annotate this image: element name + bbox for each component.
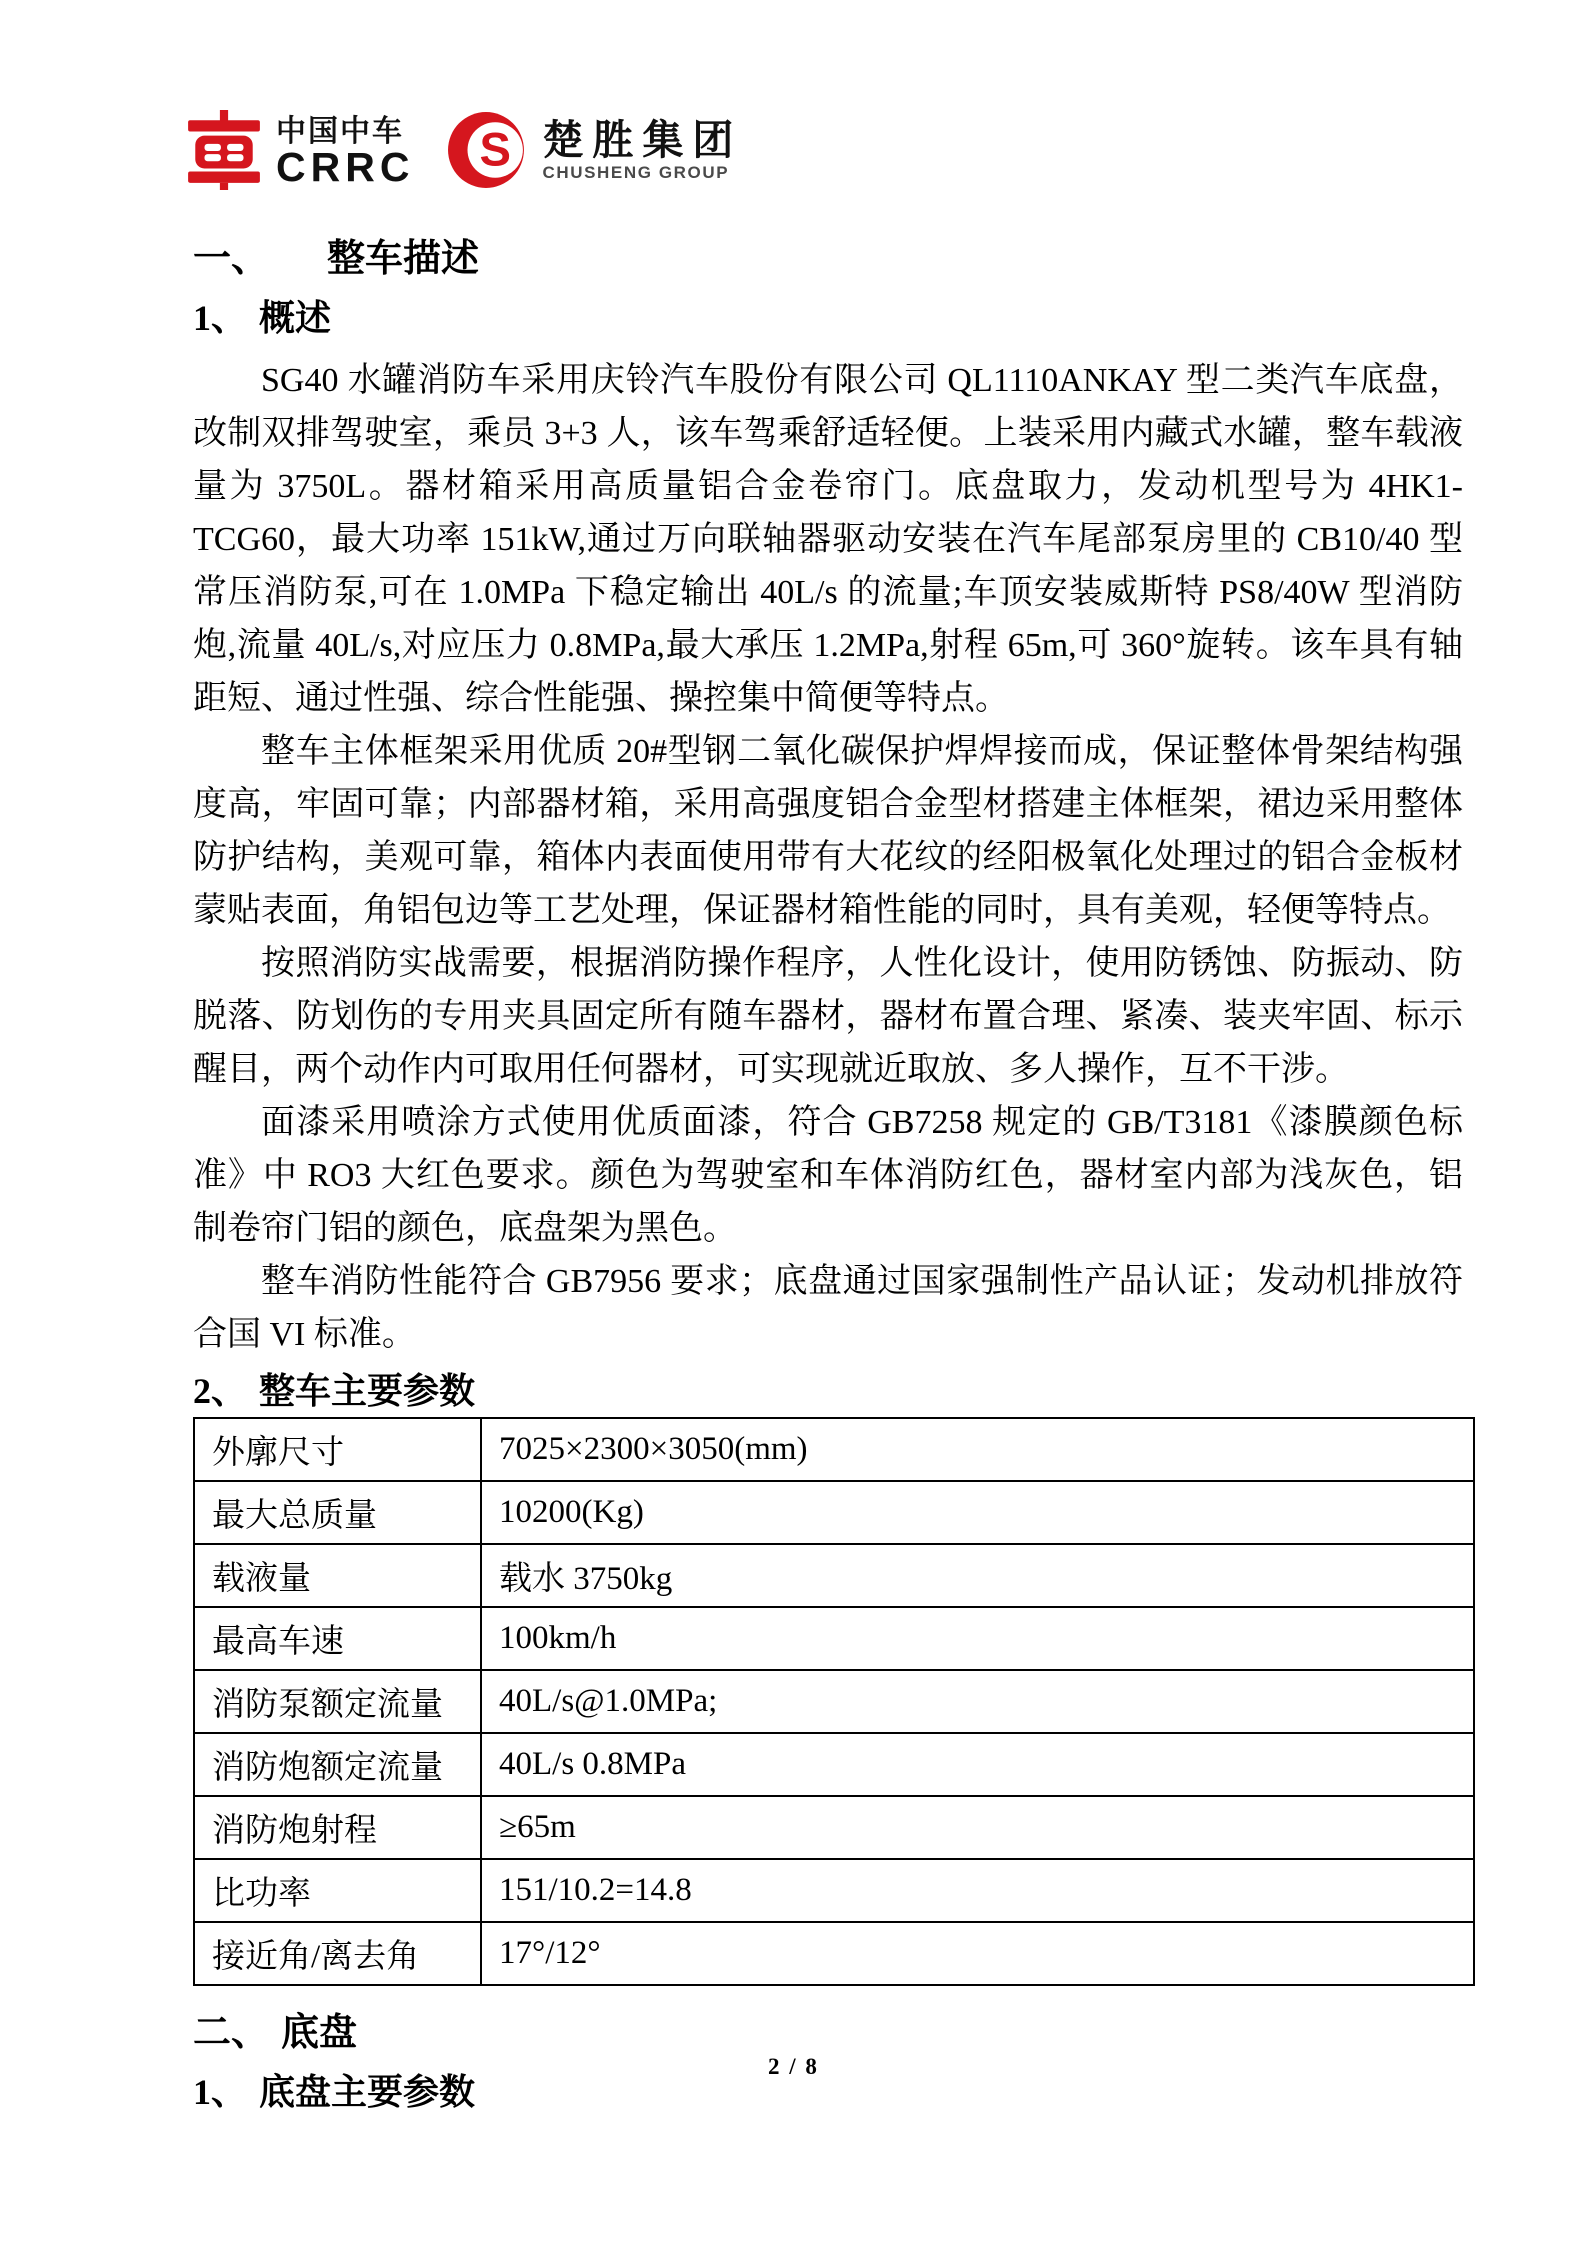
section-heading-chassis — [193, 2010, 1463, 2056]
chusheng-logo-cn: 楚胜集团 — [542, 117, 743, 164]
heading-title: 底盘主要参数 — [259, 2072, 476, 2112]
param-value-cell: 7025×2300×3050(mm) — [481, 1418, 1474, 1481]
paragraph: 面漆采用喷涂方式使用优质面漆，符合 GB7258 规定的 GB/T3181《漆膜颜色标准》中 RO3 大红色要求。颜色为驾驶室和车体消防红色，器材室内部为浅灰色，铝制卷帘门铝的颜色，底盘架为黑色。 — [193, 1104, 1463, 1247]
table-row — [194, 1922, 1474, 1985]
param-label-cell: 载液量 — [194, 1544, 481, 1607]
heading-number: 一、 — [193, 238, 270, 280]
param-value-cell: 151/10.2=14.8 — [481, 1859, 1474, 1922]
paragraph: 整车主体框架采用优质 20#型钢二氧化碳保护焊焊接而成，保证整体骨架结构强度高，牢固可靠；内部器材箱，采用高强度铝合金型材搭建主体框架，裙边采用整体防护结构，美观可靠，箱体内表面使用带有大花纹的经阳极氧化处理过的铝合金板材蒙贴表面，角铝包边等工艺处理，保证器材箱性能的同时，具有美观，轻便等特点。 — [193, 733, 1463, 929]
heading-number: 二、 — [193, 2012, 270, 2054]
param-label-cell: 消防炮额定流量 — [194, 1733, 481, 1796]
overview-paragraphs — [193, 354, 1463, 1361]
heading-number: 1、 — [193, 298, 248, 338]
param-label-cell: 最高车速 — [194, 1607, 481, 1670]
heading-number: 1、 — [193, 2072, 248, 2112]
table-row — [194, 1607, 1474, 1670]
paragraph: 整车消防性能符合 GB7956 要求；底盘通过国家强制性产品认证；发动机排放符合国 VI 标准。 — [193, 1263, 1463, 1353]
param-value-cell: 10200(Kg) — [481, 1481, 1474, 1544]
param-label-cell: 最大总质量 — [194, 1481, 481, 1544]
param-label-cell: 接近角/离去角 — [194, 1922, 481, 1985]
table-row — [194, 1418, 1474, 1481]
heading-title: 概述 — [259, 298, 332, 338]
param-value-cell: 载水 3750kg — [481, 1544, 1474, 1607]
document-body — [193, 0, 1463, 2114]
heading-title: 整车主要参数 — [259, 1371, 476, 1411]
params-table — [193, 1417, 1475, 1986]
param-label-cell: 比功率 — [194, 1859, 481, 1922]
table-row — [194, 1481, 1474, 1544]
heading-title: 底盘 — [281, 2012, 358, 2054]
param-value-cell: 40L/s 0.8MPa — [481, 1733, 1474, 1796]
table-row — [194, 1859, 1474, 1922]
svg-text:S: S — [479, 121, 512, 175]
param-value-cell: 17°/12° — [481, 1922, 1474, 1985]
subsection-heading-overview — [193, 296, 1463, 340]
paragraph: SG40 水罐消防车采用庆铃汽车股份有限公司 QL1110ANKAY 型二类汽车底盘，改制双排驾驶室，乘员 3+3 人，该车驾乘舒适轻便。上装采用内藏式水罐，整车载液量为 3750L。器材箱采用高质量铝合金卷帘门。底盘取力，发动机型号为 4HK1-TCG60，最大功率 151kW,通过万向联轴器驱动安装在汽车尾部泵房里的 CB10/40 型常压消防泵,可在 1.0MPa 下稳定输出 40L/s 的流量;车顶安装威斯特 PS8/40W 型消防炮,流量 40L/s,对应压力 0.8MPa,最大承压 1.2MPa,射程 65m,可 360°旋转。该车具有轴距短、通过性强、综合性能强、操控集中简便等特点。 — [193, 362, 1463, 717]
param-value-cell: 100km/h — [481, 1607, 1474, 1670]
crrc-logo-en: CRRC — [276, 144, 415, 191]
crrc-logo-cn: 中国中车 — [276, 114, 404, 148]
heading-number: 2、 — [193, 1371, 248, 1411]
param-label-cell: 消防炮射程 — [194, 1796, 481, 1859]
footer-page-number: 2 / 8 — [768, 2054, 819, 2079]
param-value-cell: ≥65m — [481, 1796, 1474, 1859]
table-row — [194, 1796, 1474, 1859]
section-heading-vehicle-description — [193, 236, 1463, 282]
table-row — [194, 1544, 1474, 1607]
param-label-cell: 外廓尺寸 — [194, 1418, 481, 1481]
heading-title: 整车描述 — [327, 238, 480, 280]
subsection-heading-main-parameters — [193, 1369, 1463, 1413]
chusheng-logo-en: CHUSHENG GROUP — [542, 163, 730, 183]
table-row — [194, 1733, 1474, 1796]
param-value-cell: 40L/s@1.0MPa; — [481, 1670, 1474, 1733]
param-label-cell: 消防泵额定流量 — [194, 1670, 481, 1733]
table-row — [194, 1670, 1474, 1733]
paragraph: 按照消防实战需要，根据消防操作程序，人性化设计，使用防锈蚀、防振动、防脱落、防划伤的专用夹具固定所有随车器材，器材布置合理、紧凑、装夹牢固、标示醒目，两个动作内可取用任何器材，可实现就近取放、多人操作，互不干涉。 — [193, 945, 1463, 1088]
